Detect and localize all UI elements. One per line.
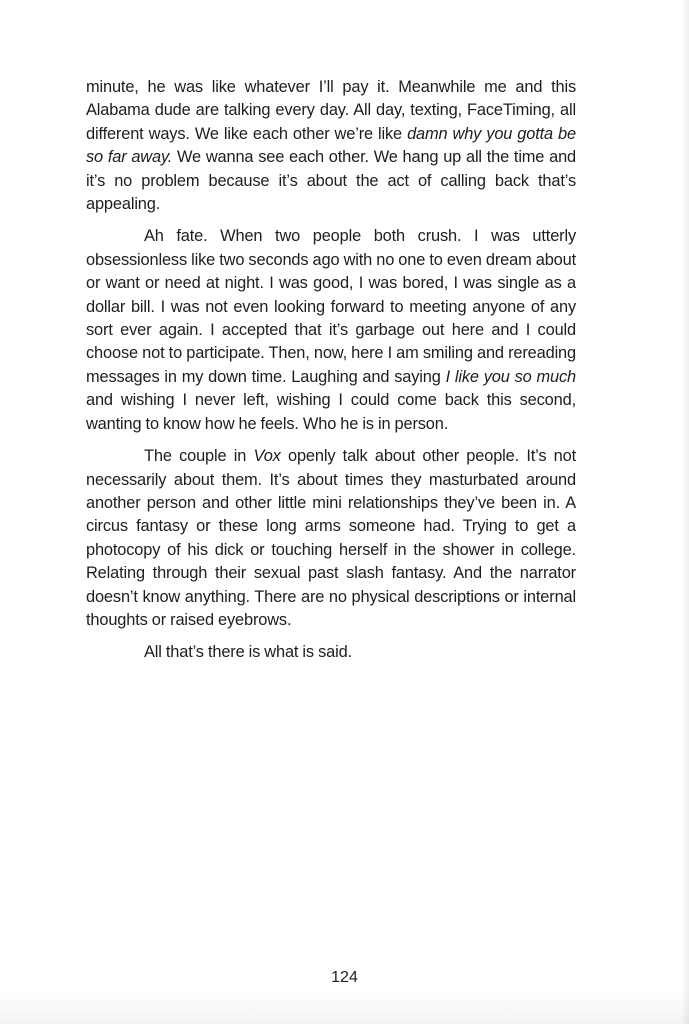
paragraph-3 — [86, 445, 576, 632]
paragraph-2-text-1: Ah fate. When two people both crush. I was utterly obsessionless like two seconds ago with no one to even dream about or want or need at night. I was good, I was bored, I was single as a dollar bill. I was not even looking forward to meeting anyone of any sort ever again. I accepted that it’s garbage out here and I could choose not to participate. Then, now, here I am smiling and rereading messages in my down time. Laughing and saying — [86, 227, 576, 386]
paragraph-1-text-2: We wanna see each other. We hang up all the time and it’s no problem because it’s about the act of calling back that’s appealing. — [86, 148, 576, 214]
paragraph-2 — [86, 225, 576, 436]
paragraph-3-text-1: The couple in — [144, 447, 254, 466]
paragraph-1-text-1: minute, he was like whatever I’ll pay it. Meanwhile me and this Alabama dude are talking every day. All day, texting, FaceTiming, all different ways. We like each other we’re like — [86, 78, 576, 143]
paragraph-2-text-2: and wishing I never left, wishing I could come back this second, wanting to know how he feels. Who he is in person. — [86, 391, 576, 433]
paragraph-4-text-1: All that’s there is what is said. — [144, 643, 352, 662]
body-text — [86, 76, 576, 674]
paragraph-1-italic-phrase: damn why you gotta be so far away. — [86, 124, 576, 167]
paragraph-1 — [86, 76, 576, 216]
paragraph-3-text-2: openly talk about other people. It’s not necessarily about them. It’s about times they masturbated around another person and other little mini relationships they’ve been in. A circus fantasy or these long arms someone had. Trying to get a photocopy of his dick or touching herself in the shower in college. Relating through their sexual past slash fantasy. And the narrator doesn’t know anything. There are no physical descriptions or internal thoughts or raised eyebrows. — [86, 447, 576, 629]
page-edge-shadow — [681, 0, 689, 1024]
paragraph-3-italic-title: Vox — [253, 447, 281, 466]
paragraph-2-italic-phrase: I like you so much — [445, 367, 576, 386]
paragraph-4 — [86, 641, 576, 664]
page-number: 124 — [331, 969, 358, 986]
